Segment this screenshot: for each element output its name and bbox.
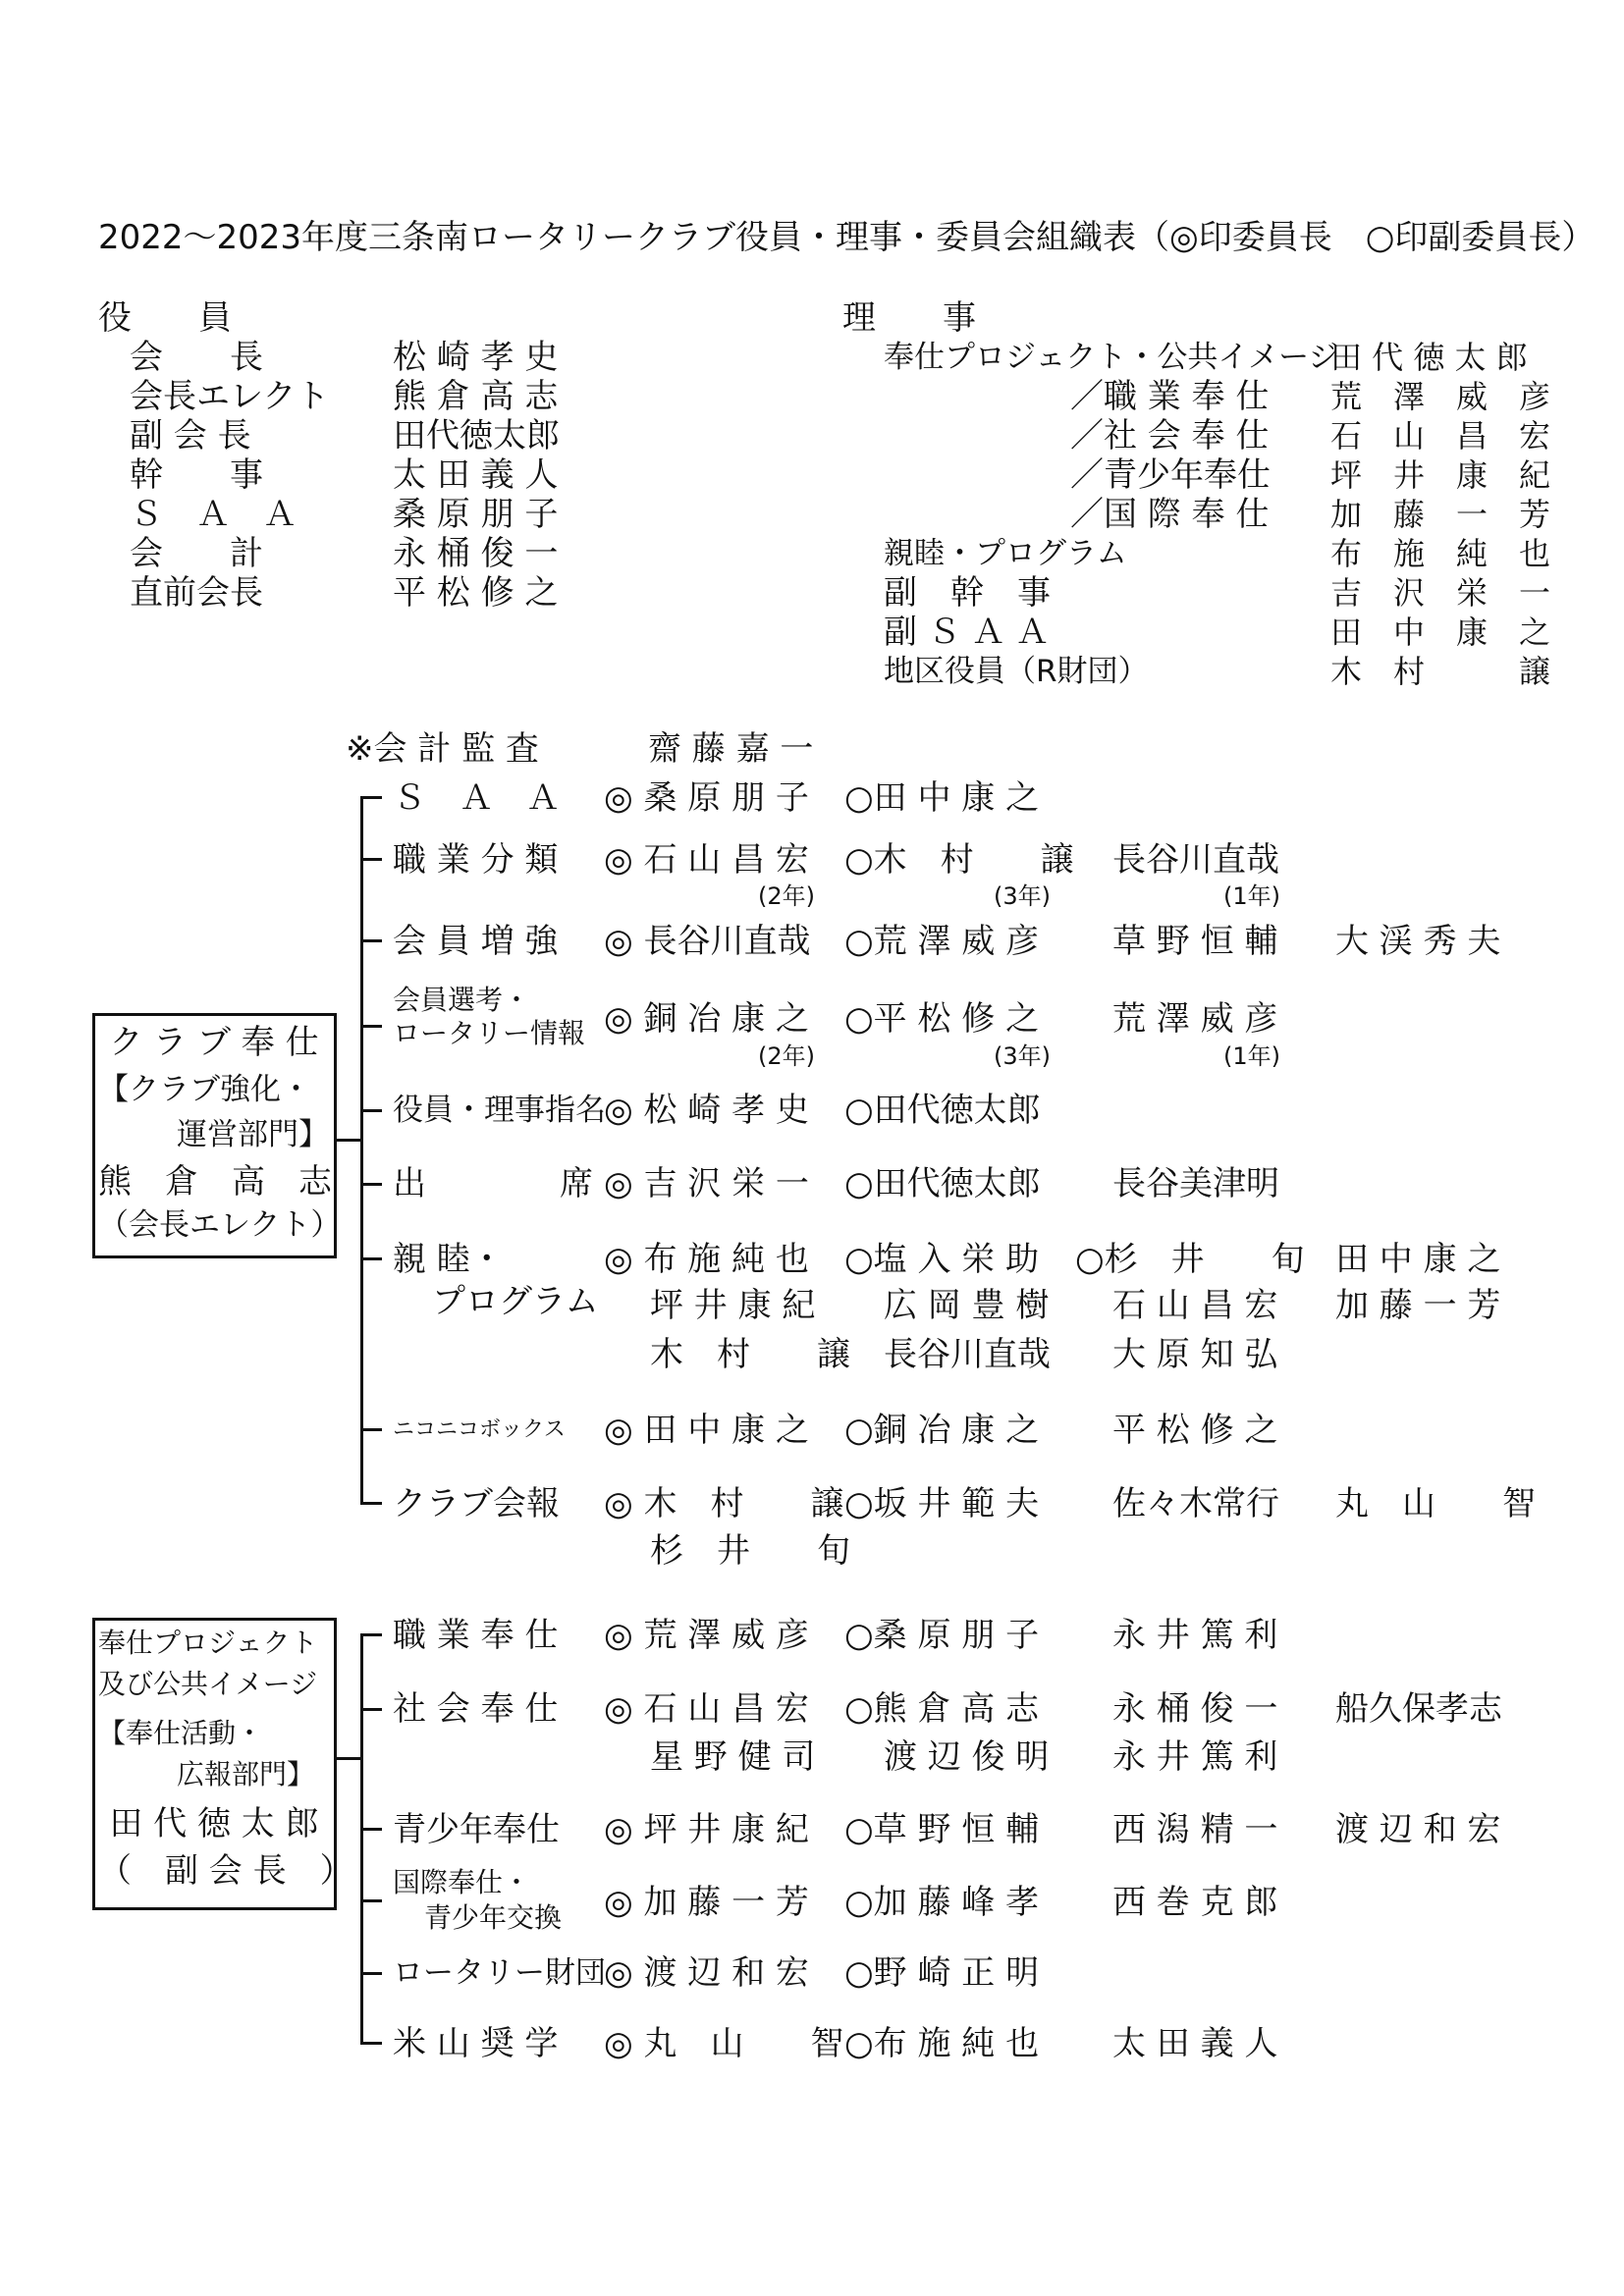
committee-chair: ◎ 荒 澤 威 彦 <box>604 1616 809 1655</box>
committee-chair: ◎ 石 山 昌 宏 <box>604 1689 809 1729</box>
director-name: 石 山 昌 宏 <box>1330 417 1551 454</box>
committee-vice: ○布 施 純 也 <box>844 2024 1040 2063</box>
box-line: （ 副 会 長 ） <box>98 1851 353 1891</box>
committee-name: 青少年奉仕 <box>393 1810 560 1849</box>
officer-role: Ｓ Ａ Ａ <box>130 495 297 534</box>
committee-name-line2: ロータリー情報 <box>393 1017 586 1049</box>
director-role: ／職 業 奉 仕 <box>1070 377 1270 416</box>
committee-vice: ○田代徳太郎 <box>844 1091 1041 1130</box>
committee-vice: ○平 松 修 之 <box>844 999 1040 1039</box>
committee-member: 荒 澤 威 彦 <box>1112 999 1278 1039</box>
committee-name: 国際奉仕・ <box>393 1866 531 1898</box>
director-name: 荒 澤 威 彦 <box>1330 378 1551 415</box>
director-name: 木 村 譲 <box>1330 653 1551 690</box>
box-line: 広報部門】 <box>177 1758 315 1790</box>
committee-member: 田 中 康 之 <box>1335 1240 1501 1279</box>
committee-name: 会 員 増 強 <box>393 922 559 961</box>
committee-member: 長谷川直哉 <box>1112 840 1279 880</box>
committee-member: 渡 辺 俊 明 <box>884 1737 1050 1777</box>
committee-member: 広 岡 豊 樹 <box>884 1286 1050 1325</box>
committee-member: 平 松 修 之 <box>1112 1411 1278 1450</box>
committee-chair: ◎ 渡 辺 和 宏 <box>604 1953 809 1993</box>
committee-chair: ◎ 加 藤 一 芳 <box>604 1883 809 1922</box>
committee-name-line2: プログラム <box>432 1282 599 1321</box>
committee-member: 永 井 篤 利 <box>1112 1737 1278 1777</box>
committee-vice: ○銅 冶 康 之 <box>844 1411 1040 1450</box>
box-line: 【奉仕活動・ <box>98 1717 264 1749</box>
committee-vice: ○荒 澤 威 彦 <box>844 922 1040 961</box>
committee-vice: ○田 中 康 之 <box>844 778 1040 818</box>
committee-member: 加 藤 一 芳 <box>1335 1286 1501 1325</box>
director-role: 副 Ｓ Ａ Ａ <box>884 613 1050 652</box>
committee-member: 丸 山 智 <box>1335 1484 1536 1523</box>
box-line: 【クラブ強化・ <box>98 1072 311 1107</box>
director-name: 田 中 康 之 <box>1330 614 1551 651</box>
box-line: ク ラ ブ 奉 仕 <box>109 1023 319 1062</box>
committee-member: 渡 辺 和 宏 <box>1335 1810 1501 1849</box>
committee-member: 永 井 篤 利 <box>1112 1616 1278 1655</box>
committee-vice: ○加 藤 峰 孝 <box>844 1883 1040 1922</box>
committee-name-line2: 青少年交換 <box>424 1901 563 1934</box>
officer-name: 太 田 義 人 <box>393 455 559 495</box>
term-note: (1年) <box>1223 882 1280 910</box>
box-line: 奉仕プロジェクト <box>98 1627 318 1659</box>
director-name: 坪 井 康 紀 <box>1330 456 1551 494</box>
director-role: 奉仕プロジェクト・公共イメージ <box>884 340 1339 375</box>
committee-vice: ○熊 倉 高 志 <box>844 1689 1040 1729</box>
audit-name: 齋 藤 嘉 一 <box>648 729 814 769</box>
director-name: 加 藤 一 芳 <box>1330 496 1551 533</box>
committee-name: 親 睦・ <box>393 1240 504 1279</box>
officer-role: 会 長 <box>130 338 263 377</box>
committee-name: クラブ会報 <box>393 1484 560 1523</box>
committee-chair: ◎ 坪 井 康 紀 <box>604 1810 809 1849</box>
committee-member: 佐々木常行 <box>1112 1484 1279 1523</box>
committee-chair: ◎ 桑 原 朋 子 <box>604 778 809 818</box>
box-line: 熊 倉 高 志 <box>98 1162 332 1201</box>
committee-name: 役員・理事指名 <box>393 1093 606 1128</box>
officer-name: 田代徳太郎 <box>393 416 560 455</box>
page-title: 2022～2023年度三条南ロータリークラブ役員・理事・委員会組織表（◎印委員長 ○印副委員長） <box>98 218 1596 257</box>
committee-member: 大 原 知 弘 <box>1112 1335 1278 1374</box>
committee-member: 大 渓 秀 夫 <box>1335 922 1501 961</box>
committee-name: 社 会 奉 仕 <box>393 1689 559 1729</box>
director-role: ／社 会 奉 仕 <box>1070 416 1270 455</box>
committee-chair: ◎ 銅 冶 康 之 <box>604 999 809 1039</box>
term-note: (2年) <box>758 882 815 910</box>
term-note: (2年) <box>758 1042 815 1070</box>
director-name: 布 施 純 也 <box>1330 535 1551 572</box>
committee-name: ロータリー財団 <box>393 1955 606 1991</box>
director-role: 副 幹 事 <box>884 573 1051 613</box>
committee-name: ニコニコボックス <box>393 1417 566 1442</box>
director-role: 地区役員（R財団） <box>884 654 1149 689</box>
committee-member: 杉 井 旬 <box>650 1531 850 1571</box>
box-line: 田 代 徳 太 郎 <box>109 1804 319 1843</box>
term-note: (3年) <box>994 882 1051 910</box>
committee-vice: ○塩 入 栄 助 <box>844 1240 1040 1279</box>
committee-name: 職 業 奉 仕 <box>393 1616 559 1655</box>
committee-chair: ◎ 松 崎 孝 史 <box>604 1091 809 1130</box>
committee-vice: ○杉 井 旬 <box>1075 1240 1305 1279</box>
officer-name: 熊 倉 高 志 <box>393 377 559 416</box>
committee-name: 会員選考・ <box>393 984 531 1016</box>
box-line: 及び公共イメージ <box>98 1668 318 1700</box>
committee-member: 船久保孝志 <box>1335 1689 1502 1729</box>
director-name: 吉 沢 栄 一 <box>1330 574 1551 612</box>
committee-member: 石 山 昌 宏 <box>1112 1286 1278 1325</box>
director-role: ／青少年奉仕 <box>1070 455 1271 495</box>
officer-name: 松 崎 孝 史 <box>393 338 559 377</box>
committee-vice: ○木 村 譲 <box>844 840 1074 880</box>
committee-chair: ◎ 布 施 純 也 <box>604 1240 809 1279</box>
committee-vice: ○草 野 恒 輔 <box>844 1810 1040 1849</box>
box-line: 運営部門】 <box>177 1117 329 1152</box>
committee-member: 木 村 譲 <box>650 1335 850 1374</box>
director-name: 田 代 徳 太 郎 <box>1330 339 1528 376</box>
committee-vice: ○桑 原 朋 子 <box>844 1616 1040 1655</box>
director-role: 親睦・プログラム <box>884 536 1127 571</box>
officer-name: 永 桶 俊 一 <box>393 534 559 573</box>
officers-heading: 役 員 <box>98 298 232 338</box>
audit-label: ※会 計 監 査 <box>346 729 539 769</box>
committee-vice: ○坂 井 範 夫 <box>844 1484 1040 1523</box>
committee-chair: ◎ 木 村 譲 <box>604 1484 844 1523</box>
committee-name: 出 席 <box>393 1164 593 1203</box>
committee-vice: ○田代徳太郎 <box>844 1164 1041 1203</box>
committee-vice: ○野 崎 正 明 <box>844 1953 1040 1993</box>
committee-member: 西 巻 克 郎 <box>1112 1883 1278 1922</box>
committee-member: 坪 井 康 紀 <box>650 1286 816 1325</box>
director-role: ／国 際 奉 仕 <box>1070 495 1270 534</box>
committee-chair: ◎ 長谷川直哉 <box>604 922 811 961</box>
committee-member: 星 野 健 司 <box>650 1737 816 1777</box>
committee-member: 太 田 義 人 <box>1112 2024 1278 2063</box>
officer-name: 平 松 修 之 <box>393 573 559 613</box>
committee-member: 長谷川直哉 <box>884 1335 1051 1374</box>
term-note: (1年) <box>1223 1042 1280 1070</box>
committee-chair: ◎ 石 山 昌 宏 <box>604 840 809 880</box>
committee-name: 米 山 奨 学 <box>393 2024 559 2063</box>
directors-heading: 理 事 <box>842 298 976 338</box>
officer-role: 会 計 <box>130 534 263 573</box>
committee-member: 永 桶 俊 一 <box>1112 1689 1278 1729</box>
committee-chair: ◎ 丸 山 智 <box>604 2024 844 2063</box>
term-note: (3年) <box>994 1042 1051 1070</box>
officer-role: 会長エレクト <box>130 377 330 416</box>
committee-chair: ◎ 吉 沢 栄 一 <box>604 1164 809 1203</box>
officer-role: 副 会 長 <box>130 416 251 455</box>
committee-member: 草 野 恒 輔 <box>1112 922 1278 961</box>
committee-name: Ｓ Ａ Ａ <box>393 778 560 818</box>
committee-member: 西 潟 精 一 <box>1112 1810 1278 1849</box>
committee-chair: ◎ 田 中 康 之 <box>604 1411 809 1450</box>
box-line: （会長エレクト） <box>98 1207 342 1243</box>
committee-member: 長谷美津明 <box>1112 1164 1279 1203</box>
officer-role: 幹 事 <box>130 455 263 495</box>
officer-role: 直前会長 <box>130 573 263 613</box>
committee-name: 職 業 分 類 <box>393 840 559 880</box>
officer-name: 桑 原 朋 子 <box>393 495 559 534</box>
